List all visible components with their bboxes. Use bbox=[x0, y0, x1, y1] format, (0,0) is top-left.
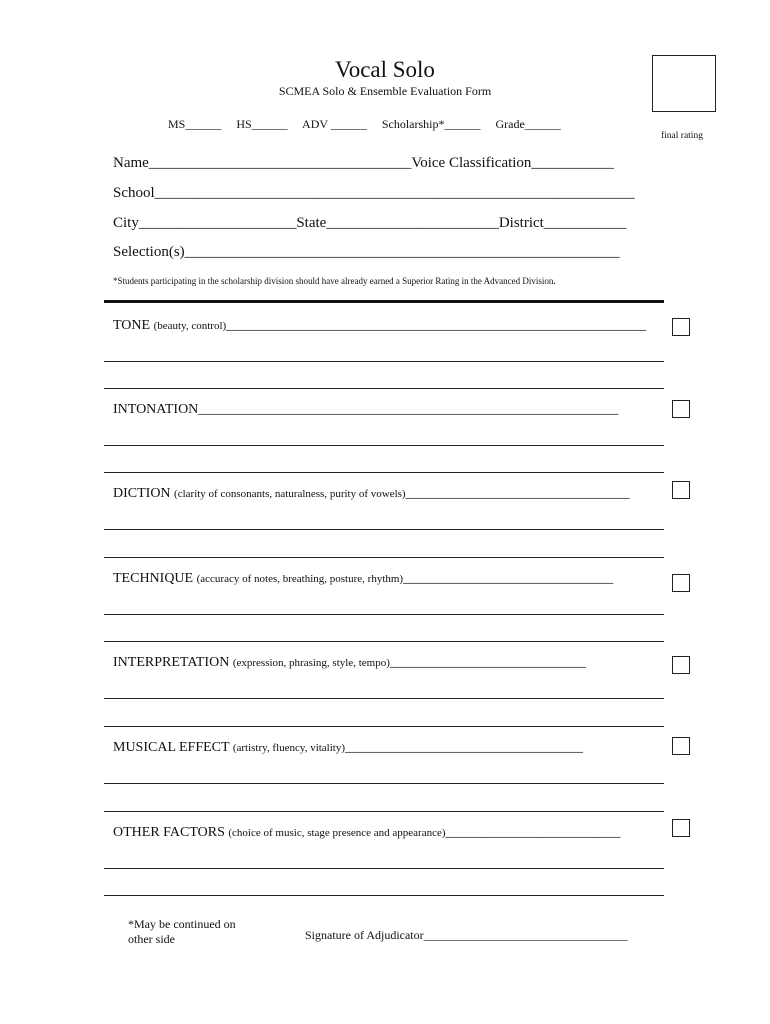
category-description: (choice of music, stage presence and appearance) bbox=[228, 827, 446, 839]
comment-line[interactable] bbox=[104, 614, 664, 615]
other-factors-checkbox[interactable] bbox=[672, 819, 690, 837]
scholarship-note: *Students participating in the scholarship division should have already earned a Superior Rating in the Advanced Division. bbox=[113, 276, 556, 286]
selections-field[interactable]: Selection(s)__________________________________________________________ bbox=[113, 244, 620, 260]
name-field[interactable]: Name___________________________________Voice Classification___________ bbox=[113, 155, 614, 171]
category-description: (accuracy of notes, breathing, posture, rhythm) bbox=[196, 573, 404, 585]
comment-line[interactable] bbox=[104, 529, 664, 530]
category-name: TECHNIQUE bbox=[113, 571, 194, 586]
category-blank: ________________________________ bbox=[405, 486, 630, 501]
continued-note: *May be continued on other side bbox=[128, 917, 236, 946]
final-rating-box[interactable] bbox=[652, 55, 716, 112]
interpretation-checkbox[interactable] bbox=[672, 656, 690, 674]
category-description: (clarity of consonants, naturalness, purity of vowels) bbox=[174, 488, 406, 500]
category-other-factors[interactable] bbox=[113, 825, 621, 841]
category-name: INTONATION bbox=[113, 402, 199, 417]
category-intonation[interactable] bbox=[113, 402, 618, 418]
category-tone[interactable] bbox=[113, 318, 646, 334]
category-name: DICTION bbox=[113, 486, 171, 501]
level-grade[interactable]: Grade______ bbox=[495, 117, 561, 131]
category-interpretation[interactable] bbox=[113, 655, 586, 671]
intonation-checkbox[interactable] bbox=[672, 400, 690, 418]
category-description: (beauty, control) bbox=[153, 320, 227, 332]
comment-line[interactable] bbox=[104, 726, 664, 727]
category-diction[interactable] bbox=[113, 486, 630, 502]
school-field[interactable]: School________________________________________________________________ bbox=[113, 185, 635, 201]
comment-line[interactable] bbox=[104, 895, 664, 896]
section-divider bbox=[104, 300, 664, 303]
category-blank: ______________________________ bbox=[403, 571, 614, 586]
comment-line[interactable] bbox=[104, 472, 664, 473]
comment-line[interactable] bbox=[104, 783, 664, 784]
adjudicator-signature-field[interactable]: Signature of Adjudicator__________________________________ bbox=[305, 928, 628, 942]
form-title: Vocal Solo bbox=[335, 57, 435, 82]
category-blank: ____________________________________________________________ bbox=[226, 318, 647, 333]
comment-line[interactable] bbox=[104, 361, 664, 362]
category-blank: ____________________________________________________________ bbox=[198, 402, 619, 417]
diction-checkbox[interactable] bbox=[672, 481, 690, 499]
level-adv[interactable]: ADV ______ bbox=[302, 117, 367, 131]
category-name: INTERPRETATION bbox=[113, 655, 230, 670]
category-blank: __________________________________ bbox=[345, 740, 584, 755]
comment-line[interactable] bbox=[104, 641, 664, 642]
musical-effect-checkbox[interactable] bbox=[672, 737, 690, 755]
level-ms[interactable]: MS______ bbox=[168, 117, 222, 131]
category-name: MUSICAL EFFECT bbox=[113, 740, 230, 755]
category-description: (artistry, fluency, vitality) bbox=[232, 742, 346, 754]
level-hs[interactable]: HS______ bbox=[236, 117, 288, 131]
comment-line[interactable] bbox=[104, 811, 664, 812]
category-blank: ____________________________ bbox=[389, 655, 586, 670]
technique-checkbox[interactable] bbox=[672, 574, 690, 592]
category-musical-effect[interactable] bbox=[113, 740, 583, 756]
category-description: (expression, phrasing, style, tempo) bbox=[232, 657, 390, 669]
comment-line[interactable] bbox=[104, 698, 664, 699]
comment-line[interactable] bbox=[104, 388, 664, 389]
city-field[interactable]: City_____________________State_______________________District___________ bbox=[113, 215, 627, 231]
category-technique[interactable] bbox=[113, 571, 613, 587]
level-options bbox=[168, 117, 573, 132]
comment-line[interactable] bbox=[104, 557, 664, 558]
comment-line[interactable] bbox=[104, 868, 664, 869]
comment-line[interactable] bbox=[104, 445, 664, 446]
form-subtitle: SCMEA Solo & Ensemble Evaluation Form bbox=[278, 84, 492, 98]
category-blank: _________________________ bbox=[445, 825, 621, 840]
tone-checkbox[interactable] bbox=[672, 318, 690, 336]
category-name: TONE bbox=[113, 318, 151, 333]
level-scholarship[interactable]: Scholarship*______ bbox=[381, 117, 481, 131]
category-name: OTHER FACTORS bbox=[113, 825, 225, 840]
final-rating-label: final rating bbox=[661, 131, 703, 141]
